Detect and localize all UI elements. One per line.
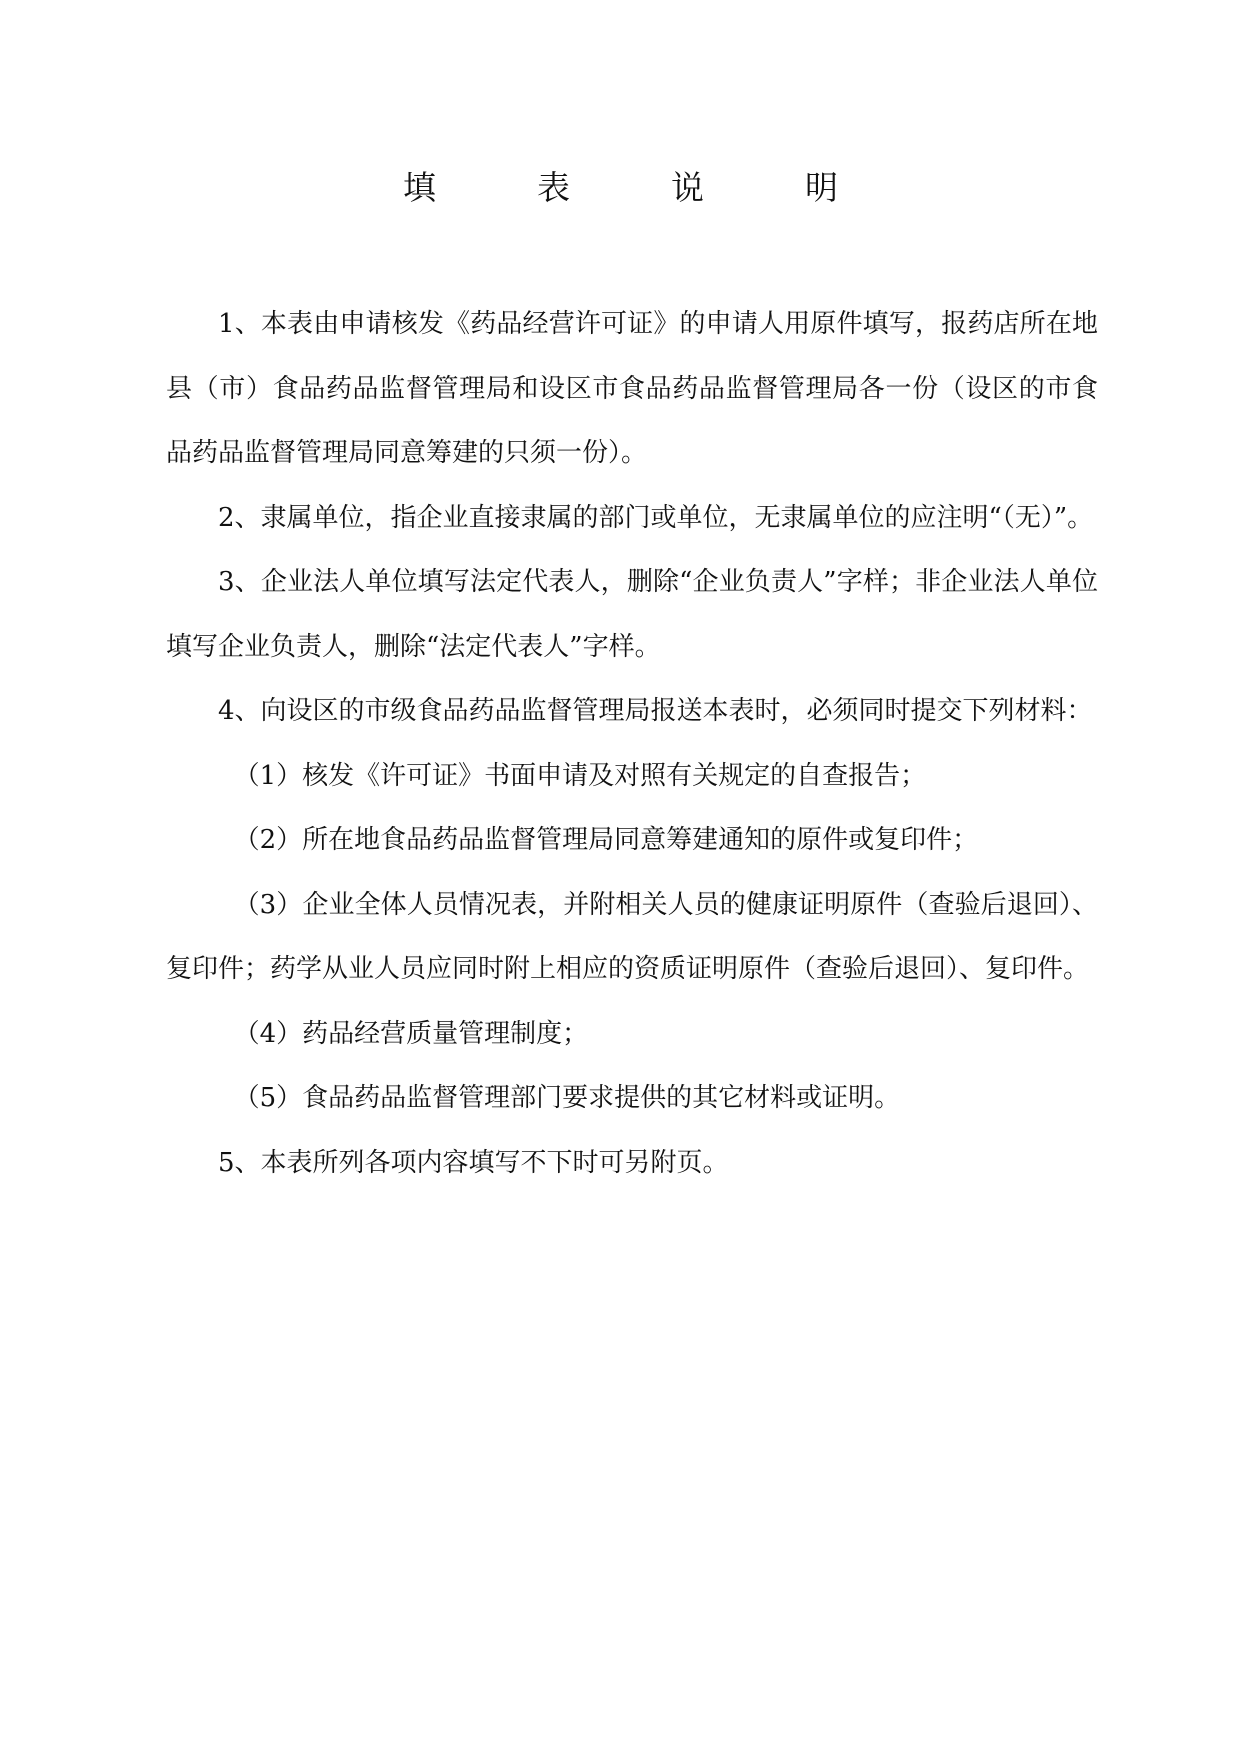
- material-item-5: （5）食品药品监督管理部门要求提供的其它材料或证明。: [233, 1083, 901, 1113]
- material-item-3: （3）企业全体人员情况表，并附相关人员的健康证明原件（查验后退回）、复印件；药学从业人员应同时附上相应的资质证明原件（查验后退回）、复印件。: [166, 889, 1098, 984]
- page-title: 填 表 说 明: [403, 168, 872, 207]
- instruction-item-1: 1、本表由申请核发《药品经营许可证》的申请人用原件填写，报药店所在地县（市）食品药品监督管理局和设区市食品药品监督管理局各一份（设区的市食品药品监督管理局同意筹建的只须一份）。: [166, 309, 1098, 468]
- instruction-item-4: 4、向设区的市级食品药品监督管理局报送本表时，必须同时提交下列材料：: [218, 696, 1093, 726]
- instruction-item-3: 3、企业法人单位填写法定代表人，删除“企业负责人”字样；非企业法人单位填写企业负责人，删除“法定代表人”字样。: [166, 567, 1098, 662]
- instruction-item-5: 5、本表所列各项内容填写不下时可另附页。: [218, 1147, 729, 1178]
- instructions-body: [166, 292, 1098, 1195]
- material-item-1: （1）核发《许可证》书面申请及对照有关规定的自查报告；: [233, 760, 927, 791]
- instruction-item-2: 2、隶属单位，指企业直接隶属的部门或单位，无隶属单位的应注明“（无）”。: [218, 502, 1094, 533]
- material-item-2: （2）所在地食品药品监督管理局同意筹建通知的原件或复印件；: [233, 825, 979, 855]
- material-item-4: （4）药品经营质量管理制度；: [233, 1018, 589, 1049]
